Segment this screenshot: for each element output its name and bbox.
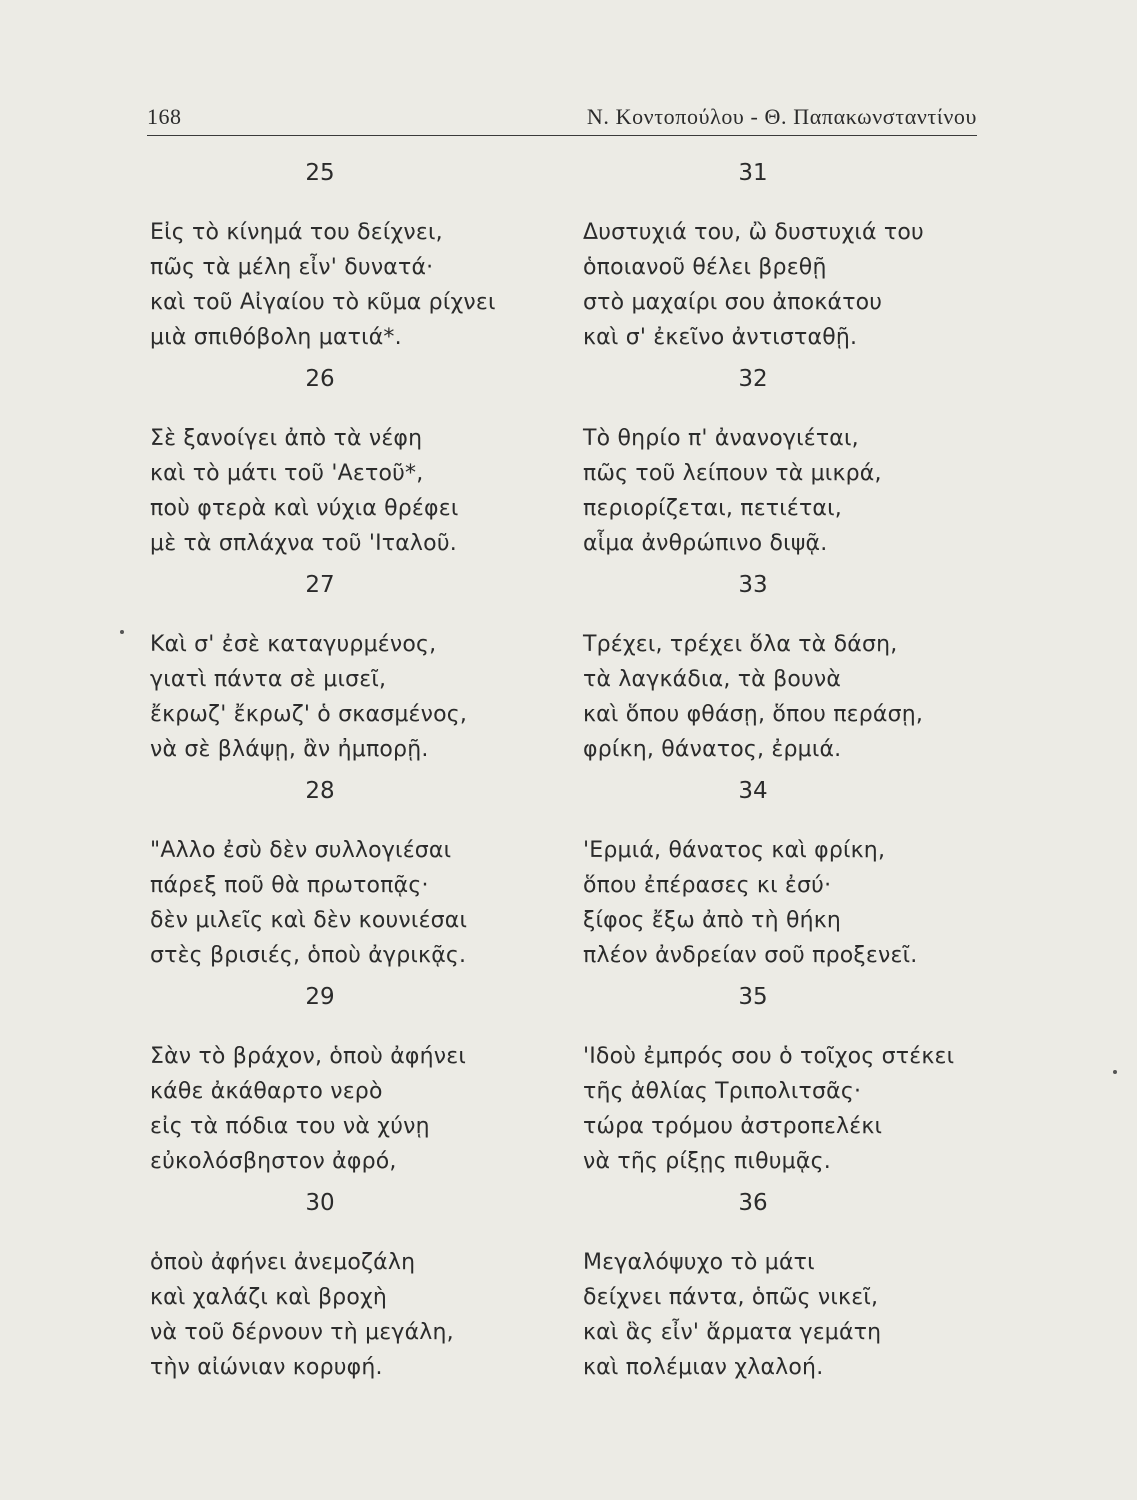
verse-line: Τὸ θηρίο π' ἀνανογιέται,: [583, 426, 859, 451]
stanza-lines: [150, 627, 467, 767]
verse-line: νὰ τοῦ δέρνουν τὴ μεγάλη,: [150, 1320, 454, 1345]
verse-line: εὐκολόσβηστον ἀφρό,: [150, 1149, 397, 1174]
verse-line: καὶ πολέμιαν χλαλοή.: [583, 1355, 824, 1380]
verse-line: πλέον ἀνδρείαν σοῦ προξενεῖ.: [583, 943, 918, 968]
stanza: [583, 572, 988, 778]
stanza-number: 33: [738, 572, 768, 598]
stanza: [150, 984, 555, 1190]
verse-line: ξίφος ἔξω ἀπὸ τὴ θήκη: [583, 908, 842, 933]
verse-line: καὶ τοῦ Αἰγαίου τὸ κῦμα ρίχνει: [150, 290, 496, 315]
stanza-lines: [150, 1039, 466, 1179]
verse-line: γιατὶ πάντα σὲ μισεῖ,: [150, 667, 387, 692]
verse-line: καὶ χαλάζι καὶ βροχὴ: [150, 1285, 388, 1310]
verse-line: μιὰ σπιθόβολη ματιά*.: [150, 325, 402, 350]
verse-line: Καὶ σ' ἐσὲ καταγυρμένος,: [150, 632, 437, 657]
verse-line: δείχνει πάντα, ὁπῶς νικεῖ,: [583, 1285, 879, 1310]
right-column: [583, 160, 988, 1396]
stanza-lines: [150, 421, 458, 561]
stanza-lines: [583, 215, 924, 355]
stanza-lines: [583, 1039, 954, 1179]
verse-line: νὰ τῆς ρίξῃς πιθυμᾷς.: [583, 1149, 831, 1174]
verse-line: Μεγαλόψυχο τὸ μάτι: [583, 1250, 815, 1275]
stanza: [583, 778, 988, 984]
stanza-number: 28: [305, 778, 335, 804]
stanza: [150, 572, 555, 778]
verse-line: δὲν μιλεῖς καὶ δὲν κουνιέσαι: [150, 908, 468, 933]
margin-speck: [120, 630, 124, 634]
verse-line: μὲ τὰ σπλάχνα τοῦ 'Ιταλοῦ.: [150, 531, 457, 556]
stanza: [150, 778, 555, 984]
stanza-lines: [583, 627, 923, 767]
stanza-number: 31: [738, 160, 768, 186]
verse-line: τὰ λαγκάδια, τὰ βουνὰ: [583, 667, 842, 692]
verse-line: ὁποιανοῦ θέλει βρεθῇ: [583, 255, 827, 280]
stanza-lines: [150, 833, 467, 973]
verse-line: καὶ σ' ἐκεῖνο ἀντισταθῇ.: [583, 325, 858, 350]
verse-line: ποὺ φτερὰ καὶ νύχια θρέφει: [150, 496, 459, 521]
stanza-number: 29: [305, 984, 335, 1010]
stanza-number: 35: [738, 984, 768, 1010]
stanza: [583, 1190, 988, 1396]
verse-line: 'Ιδοὺ ἐμπρός σου ὁ τοῖχος στέκει: [583, 1044, 955, 1069]
stanza-number: 25: [305, 160, 335, 186]
stanza-number: 34: [738, 778, 768, 804]
verse-line: νὰ σὲ βλάψῃ, ἂν ἠμπορῇ.: [150, 737, 429, 762]
running-head: Ν. Κοντοπούλου - Θ. Παπακωνσταντίνου: [586, 104, 977, 129]
stanza-number: 36: [738, 1190, 768, 1216]
verse-line: Σὰν τὸ βράχον, ὁποὺ ἀφήνει: [150, 1044, 467, 1069]
verse-line: Τρέχει, τρέχει ὅλα τὰ δάση,: [583, 632, 898, 657]
verse-line: καὶ ἃς εἶν' ἅρματα γεμάτη: [583, 1320, 882, 1345]
stanza-number: 30: [305, 1190, 335, 1216]
stanza-lines: [583, 421, 882, 561]
verse-line: Σὲ ξανοίγει ἀπὸ τὰ νέφη: [150, 426, 423, 451]
verse-line: αἷμα ἀνθρώπινο διψᾷ.: [583, 531, 828, 556]
stanza: [583, 984, 988, 1190]
verse-line: Εἰς τὸ κίνημά του δείχνει,: [150, 220, 443, 245]
stanza-number: 32: [738, 366, 768, 392]
verse-line: Δυστυχιά του, ὢ δυστυχιά του: [583, 220, 924, 245]
verse-line: τὴν αἰώνιαν κορυφή.: [150, 1355, 383, 1380]
verse-line: πάρεξ ποῦ θὰ πρωτοπᾷς·: [150, 873, 429, 898]
verse-line: "Αλλο ἐσὺ δὲν συλλογιέσαι: [150, 838, 452, 863]
margin-speck: [1113, 1070, 1117, 1074]
stanza-number: 26: [305, 366, 335, 392]
stanza: [583, 160, 988, 366]
stanza-lines: [150, 215, 496, 355]
verse-line: στὸ μαχαίρι σου ἀποκάτου: [583, 290, 883, 315]
verse-line: κάθε ἀκάθαρτο νερὸ: [150, 1079, 383, 1104]
header-rule: [147, 135, 977, 136]
verse-line: περιορίζεται, πετιέται,: [583, 496, 842, 521]
verse-line: πῶς τοῦ λείπουν τὰ μικρά,: [583, 461, 882, 486]
page-header: [147, 104, 977, 140]
page-number: 168: [147, 104, 182, 129]
verse-line: στὲς βρισιές, ὁποὺ ἀγρικᾷς.: [150, 943, 467, 968]
verse-line: τῆς ἀθλίας Τριπολιτσᾶς·: [583, 1079, 862, 1104]
stanza: [583, 366, 988, 572]
stanza: [150, 1190, 555, 1396]
verse-line: 'Ερμιά, θάνατος καὶ φρίκη,: [583, 838, 886, 863]
left-column: [150, 160, 555, 1396]
stanza-lines: [150, 1245, 454, 1385]
stanza: [150, 366, 555, 572]
stanza-number: 27: [305, 572, 335, 598]
verse-line: τώρα τρόμου ἀστροπελέκι: [583, 1114, 883, 1139]
stanza-lines: [583, 1245, 881, 1385]
verse-line: ἔκρωζ' ἔκρωζ' ὁ σκασμένος,: [150, 702, 468, 727]
stanza-lines: [583, 833, 917, 973]
verse-line: καὶ ὅπου φθάσῃ, ὅπου περάσῃ,: [583, 702, 924, 727]
verse-line: ὁποὺ ἀφήνει ἀνεμοζάλη: [150, 1250, 416, 1275]
verse-line: φρίκη, θάνατος, ἐρμιά.: [583, 737, 842, 762]
verse-line: πῶς τὰ μέλη εἶν' δυνατά·: [150, 255, 434, 280]
verse-line: ὅπου ἐπέρασες κι ἐσύ·: [583, 873, 832, 898]
stanza: [150, 160, 555, 366]
verse-line: εἰς τὰ πόδια του νὰ χύνῃ: [150, 1114, 430, 1139]
verse-line: καὶ τὸ μάτι τοῦ 'Αετοῦ*,: [150, 461, 424, 486]
